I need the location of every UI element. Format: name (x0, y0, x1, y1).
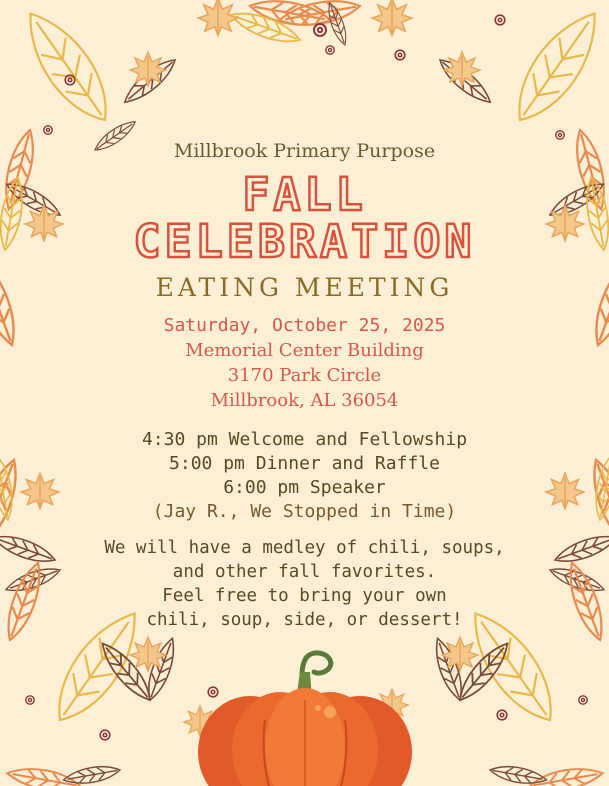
berry-icon (314, 24, 326, 36)
note-line: chili, soup, side, or dessert! (146, 610, 463, 630)
venue-name: Memorial Center Building (185, 340, 424, 361)
schedule-item: (Jay R., We Stopped in Time) (152, 501, 457, 522)
city-state-zip: Millbrook, AL 36054 (210, 390, 399, 411)
event-subtitle: EATING MEETING (155, 273, 454, 302)
note-line: and other fall favorites. (172, 562, 437, 582)
organization-name: Millbrook Primary Purpose (173, 140, 436, 162)
headline-celebration: CELEBRATION (133, 215, 476, 268)
schedule-item: 6:00 pm Speaker (223, 477, 386, 498)
event-date: Saturday, October 25, 2025 (163, 315, 446, 336)
note-line: Feel free to bring your own (162, 586, 447, 606)
street-address: 3170 Park Circle (227, 365, 382, 386)
schedule-item: 5:00 pm Dinner and Raffle (169, 453, 440, 474)
maple-leaf-icon (198, 0, 238, 36)
note-line: We will have a medley of chili, soups, (104, 538, 505, 558)
headline-fall: FALL (242, 168, 367, 221)
pumpkin-icon (198, 653, 412, 786)
schedule-item: 4:30 pm Welcome and Fellowship (141, 429, 468, 450)
